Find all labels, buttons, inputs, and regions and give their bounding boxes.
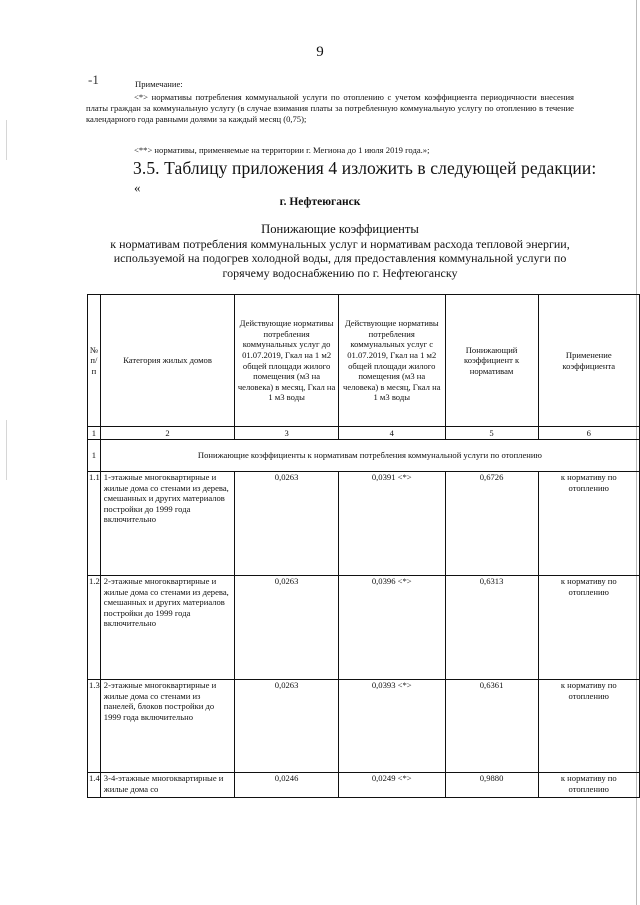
note-footnote-2: <**> нормативы, применяемые на территории г. Мегиона до 1 июля 2019 года.»; [134, 145, 430, 155]
open-quote: « [134, 180, 141, 195]
table-row [88, 773, 640, 798]
section-row [88, 440, 640, 472]
row-norm-before: 0,0263 [235, 576, 339, 680]
column-number: 4 [338, 427, 445, 440]
column-number: 2 [100, 427, 235, 440]
row-num: 1.2 [88, 576, 101, 680]
column-number-row [88, 427, 640, 440]
note-title: Примечание: [135, 79, 183, 89]
city-title: г. Нефтеюганск [279, 196, 361, 208]
note-text-2 [86, 145, 574, 156]
table-row [88, 472, 640, 576]
page-number: 9 [316, 44, 324, 60]
row-num: 1.3 [88, 680, 101, 773]
header-norm-before: Действующие нормативы потребления коммунальных услуг до 01.07.2019, Гкал на 1 м2 общей площади жилого помещения (м3 на человека) в месяц, Гкал на 1 м3 воды [235, 295, 339, 427]
header-category: Категория жилых домов [100, 295, 235, 427]
row-num: 1.4 [88, 773, 101, 798]
table-header-row [88, 295, 640, 427]
row-apply: к нормативу по отоплению [538, 680, 639, 773]
table-title-line1: Понижающие коэффициенты [261, 222, 419, 236]
row-coef: 0,6726 [445, 472, 538, 576]
column-number: 5 [445, 427, 538, 440]
row-norm-after: 0,0393 <*> [338, 680, 445, 773]
scan-margin-mark [6, 420, 7, 480]
row-apply: к нормативу по отоплению [538, 472, 639, 576]
row-norm-before: 0,0246 [235, 773, 339, 798]
row-category: 2-этажные многоквартирные и жилые дома со стенами из панелей, блоков постройки до 1999 года включительно [100, 680, 235, 773]
handwritten-mark: -1 [88, 72, 99, 87]
table-row [88, 680, 640, 773]
column-number: 3 [235, 427, 339, 440]
row-category: 2-этажные многоквартирные и жилые дома со стенами из дерева, смешанных и других материалов постройки до 1999 года включительно [100, 576, 235, 680]
table-title-line2: к нормативам потребления коммунальных услуг и нормативам расхода тепловой энергии, используемой на подогрев холодной воды, для предоставления коммунальной услуги по горячему водоснабжению по г. Нефтеюганску [110, 236, 570, 280]
scan-margin-mark [6, 120, 7, 160]
table-title [90, 222, 590, 280]
section-heading: 3.5. Таблицу приложения 4 изложить в следующей редакции: [133, 158, 597, 178]
header-num: № п/п [88, 295, 101, 427]
column-number: 6 [538, 427, 639, 440]
row-apply: к нормативу по отоплению [538, 576, 639, 680]
row-norm-after: 0,0249 <*> [338, 773, 445, 798]
row-num: 1.1 [88, 472, 101, 576]
note-footnote-1: <*> нормативы потребления коммунальной услуги по отоплению с учетом коэффициента периодичности внесения платы граждан за коммунальную услугу (в случае взимания платы за потребленную коммунальную услугу по отоплению в течение календарного года равными долями за каждый месяц (0,75); [86, 92, 574, 125]
column-number: 1 [88, 427, 101, 440]
table-row [88, 576, 640, 680]
section-num: 1 [88, 440, 101, 472]
header-norm-after: Действующие нормативы потребления коммунальных услуг с 01.07.2019, Гкал на 1 м2 общей площади жилого помещения (м3 на человека) в месяц, Гкал на 1 м3 воды [338, 295, 445, 427]
row-coef: 0,6313 [445, 576, 538, 680]
row-coef: 0,9880 [445, 773, 538, 798]
row-norm-before: 0,0263 [235, 472, 339, 576]
row-norm-after: 0,0396 <*> [338, 576, 445, 680]
row-coef: 0,6361 [445, 680, 538, 773]
header-apply: Применение коэффициента [538, 295, 639, 427]
note-text-1 [86, 92, 574, 126]
coefficients-table [87, 294, 640, 798]
row-category: 1-этажные многоквартирные и жилые дома со стенами из дерева, смешанных и других материалов постройки до 1999 года включительно [100, 472, 235, 576]
section-text: Понижающие коэффициенты к нормативам потребления коммунальной услуги по отоплению [100, 440, 639, 472]
row-category: 3-4-этажные многоквартирные и жилые дома со [100, 773, 235, 798]
row-apply: к нормативу по отоплению [538, 773, 639, 798]
header-coef: Понижающий коэффициент к нормативам [445, 295, 538, 427]
row-norm-after: 0,0391 <*> [338, 472, 445, 576]
row-norm-before: 0,0263 [235, 680, 339, 773]
